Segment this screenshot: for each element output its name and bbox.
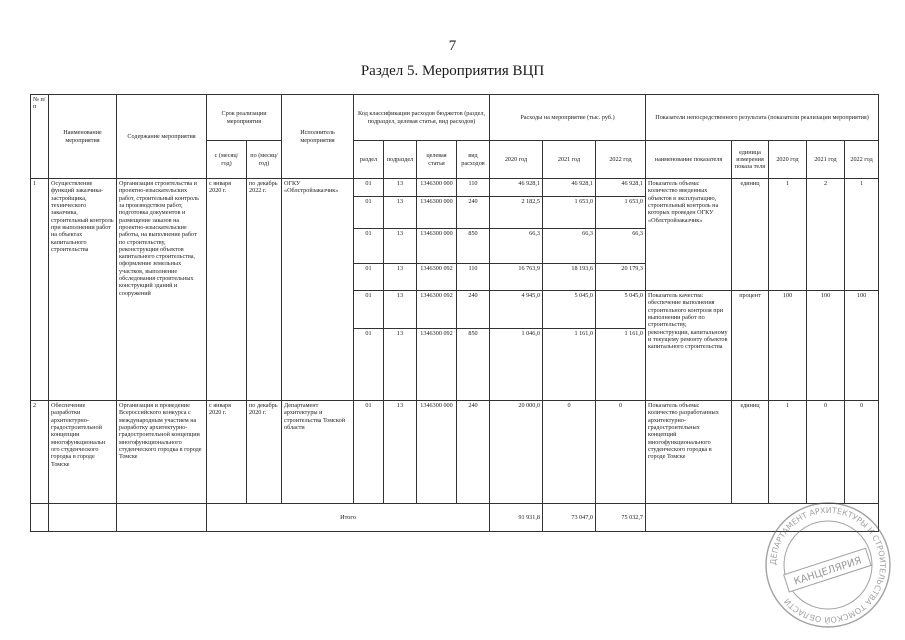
total-label: Итого [207, 504, 490, 532]
cell-2020: 2 182,5 [490, 197, 543, 229]
cell-target: 1346300 092 [417, 329, 457, 401]
cell-target: 1346300 092 [417, 291, 457, 329]
row2-from: с января 2020 г. [207, 401, 247, 504]
cell-2021: 1 161,0 [543, 329, 596, 401]
row1-indicator1-name: Показатель объема: количество введенных объектов в эксплуатацию, строительный контроль на которых проведен ОГКУ «Облстройзаказчик» [646, 179, 732, 291]
row2-indicator-2021: 0 [807, 401, 845, 504]
header-section: раздел [354, 141, 384, 179]
row2-executor: Департамент архитектуры и строительства Томской области [282, 401, 354, 504]
header-ind-2021: 2021 год [807, 141, 845, 179]
row1-name: Осуществление функций заказчика-застройщика, технического заказчика, строительный контроль при выполнении работ на объектах капитального строительства [49, 179, 117, 401]
page-number: 7 [448, 38, 457, 54]
cell-2020: 1 046,0 [490, 329, 543, 401]
header-exp-2021: 2021 год [543, 141, 596, 179]
header-ind-unit: единица измерения показа теля [732, 141, 769, 179]
row1-executor: ОГКУ «Облстройзаказчик» [282, 179, 354, 401]
row1-indicator1-2020: 1 [769, 179, 807, 291]
header-subsection: подраздел [384, 141, 417, 179]
header-indicators: Показатели непосредственного результата (показатели реализации мероприятия) [646, 95, 879, 141]
row1-indicator2-2020: 100 [769, 291, 807, 401]
stamp-label: КАНЦЕЛЯРИЯ [792, 555, 864, 588]
header-name: Наименование мероприятия [49, 95, 117, 179]
cell-2020: 20 000,0 [490, 401, 543, 504]
header-period: Срок реализации мероприятия [207, 95, 282, 141]
cell-exp-type: 850 [457, 329, 490, 401]
header-expenses: Расходы на мероприятие (тыс. руб.) [490, 95, 646, 141]
total-empty [31, 504, 49, 532]
cell-2021: 46 928,1 [543, 179, 596, 197]
header-executor: Исполнитель мероприятия [282, 95, 354, 179]
row1-indicator2-name: Показатель качества: обеспечение выполнения строительного контроля при выполнении работ по строительству, реконструкции, капитальному и текущему ремонту объектов капитального строительства [646, 291, 732, 401]
cell-section: 01 [354, 264, 384, 291]
total-empty [117, 504, 207, 532]
header-content: Содержание мероприятия [117, 95, 207, 179]
cell-2022: 66,3 [596, 229, 646, 264]
cell-section: 01 [354, 229, 384, 264]
row2-name: Обеспечение разработки архитектурно-градостроительной концепции многофункциональн ого студенческого городка в городе Томске [49, 401, 117, 504]
cell-subsection: 13 [384, 179, 417, 197]
row2-indicator-2020: 1 [769, 401, 807, 504]
header-code: Код классификации расходов бюджетов (раздел, подраздел, целевая статья, вид расходов) [354, 95, 490, 141]
cell-2022: 1 161,0 [596, 329, 646, 401]
header-ind-2020: 2020 год [769, 141, 807, 179]
cell-target: 1346300 000 [417, 229, 457, 264]
row1-indicator1-2022: 1 [845, 179, 879, 291]
row2-content: Организация и проведение Всероссийского конкурса с международным участием на разработку архитектурно-градостроительной концепции многофункционального студенческого городка в городе Томске [117, 401, 207, 504]
cell-section: 01 [354, 179, 384, 197]
cell-2022: 0 [596, 401, 646, 504]
cell-exp-type: 240 [457, 291, 490, 329]
row1-indicator1-2021: 2 [807, 179, 845, 291]
activities-table [30, 94, 879, 532]
header-target: целевая статья [417, 141, 457, 179]
cell-2022: 46 928,1 [596, 179, 646, 197]
cell-section: 01 [354, 329, 384, 401]
cell-2020: 16 763,9 [490, 264, 543, 291]
row1-indicator2-2021: 100 [807, 291, 845, 401]
section-title: Раздел 5. Мероприятия ВЦП [360, 63, 545, 79]
header-ind-name: наименование показателя [646, 141, 732, 179]
header-exp-2020: 2020 год [490, 141, 543, 179]
cell-2021: 18 193,6 [543, 264, 596, 291]
header-from: с (месяц/ год) [207, 141, 247, 179]
total-empty [49, 504, 117, 532]
total-2020: 91 931,8 [490, 504, 543, 532]
cell-target: 1346300 000 [417, 179, 457, 197]
cell-subsection: 13 [384, 197, 417, 229]
cell-target: 1346300 000 [417, 197, 457, 229]
cell-subsection: 13 [384, 229, 417, 264]
row1-to: по декабрь 2022 г. [247, 179, 282, 401]
cell-2020: 66,3 [490, 229, 543, 264]
cell-2021: 5 045,0 [543, 291, 596, 329]
cell-2020: 4 945,0 [490, 291, 543, 329]
row1-indicator1-unit: единиц [732, 179, 769, 291]
row2-indicator-2022: 0 [845, 401, 879, 504]
total-2021: 73 047,0 [543, 504, 596, 532]
header-to: по (месяц/ год) [247, 141, 282, 179]
header-ind-2022: 2022 год [845, 141, 879, 179]
row1-from: с января 2020 г. [207, 179, 247, 401]
cell-subsection: 13 [384, 264, 417, 291]
cell-target: 1346300 092 [417, 264, 457, 291]
office-stamp [763, 500, 893, 630]
row2-to: по декабрь 2020 г. [247, 401, 282, 504]
cell-exp-type: 110 [457, 264, 490, 291]
row2-num: 2 [31, 401, 49, 504]
cell-section: 01 [354, 197, 384, 229]
cell-subsection: 13 [384, 291, 417, 329]
row1-indicator2-unit: процент [732, 291, 769, 401]
cell-exp-type: 240 [457, 197, 490, 229]
row2-indicator-name: Показатель объема: количество разработанных архитектурно-градостроительных концепций многофункционального студенческого городка в городе Томске [646, 401, 732, 504]
stamp-ring-text: ДЕПАРТАМЕНТ АРХИТЕКТУРЫ И СТРОИТЕЛЬСТВА ТОМСКОЙ ОБЛАСТИ [768, 505, 888, 625]
cell-target: 1346300 000 [417, 401, 457, 504]
cell-exp-type: 240 [457, 401, 490, 504]
cell-2021: 66,3 [543, 229, 596, 264]
header-exp-type: вид расходов [457, 141, 490, 179]
row1-num: 1 [31, 179, 49, 401]
cell-subsection: 13 [384, 401, 417, 504]
cell-section: 01 [354, 401, 384, 504]
cell-exp-type: 110 [457, 179, 490, 197]
cell-2021: 0 [543, 401, 596, 504]
cell-section: 01 [354, 291, 384, 329]
total-2022: 75 032,7 [596, 504, 646, 532]
header-num: № п/п [31, 95, 49, 179]
header-exp-2022: 2022 год [596, 141, 646, 179]
cell-subsection: 13 [384, 329, 417, 401]
cell-2020: 46 928,1 [490, 179, 543, 197]
row2-indicator-unit: единиц [732, 401, 769, 504]
cell-2022: 20 179,3 [596, 264, 646, 291]
cell-2022: 1 653,0 [596, 197, 646, 229]
row1-indicator2-2022: 100 [845, 291, 879, 401]
row1-content: Организация строительства и проектно-изыскательских работ, строительный контроль за производством работ, подготовка документов и размещение заказов на проектно-изыскательские работы, на выполнение работ по строительству, реконструкции объектов капитального строительства, оформление земельных участков, выполнение обследования строительных конструкций зданий и сооружений [117, 179, 207, 401]
cell-2021: 1 653,0 [543, 197, 596, 229]
cell-2022: 5 045,0 [596, 291, 646, 329]
cell-exp-type: 850 [457, 229, 490, 264]
